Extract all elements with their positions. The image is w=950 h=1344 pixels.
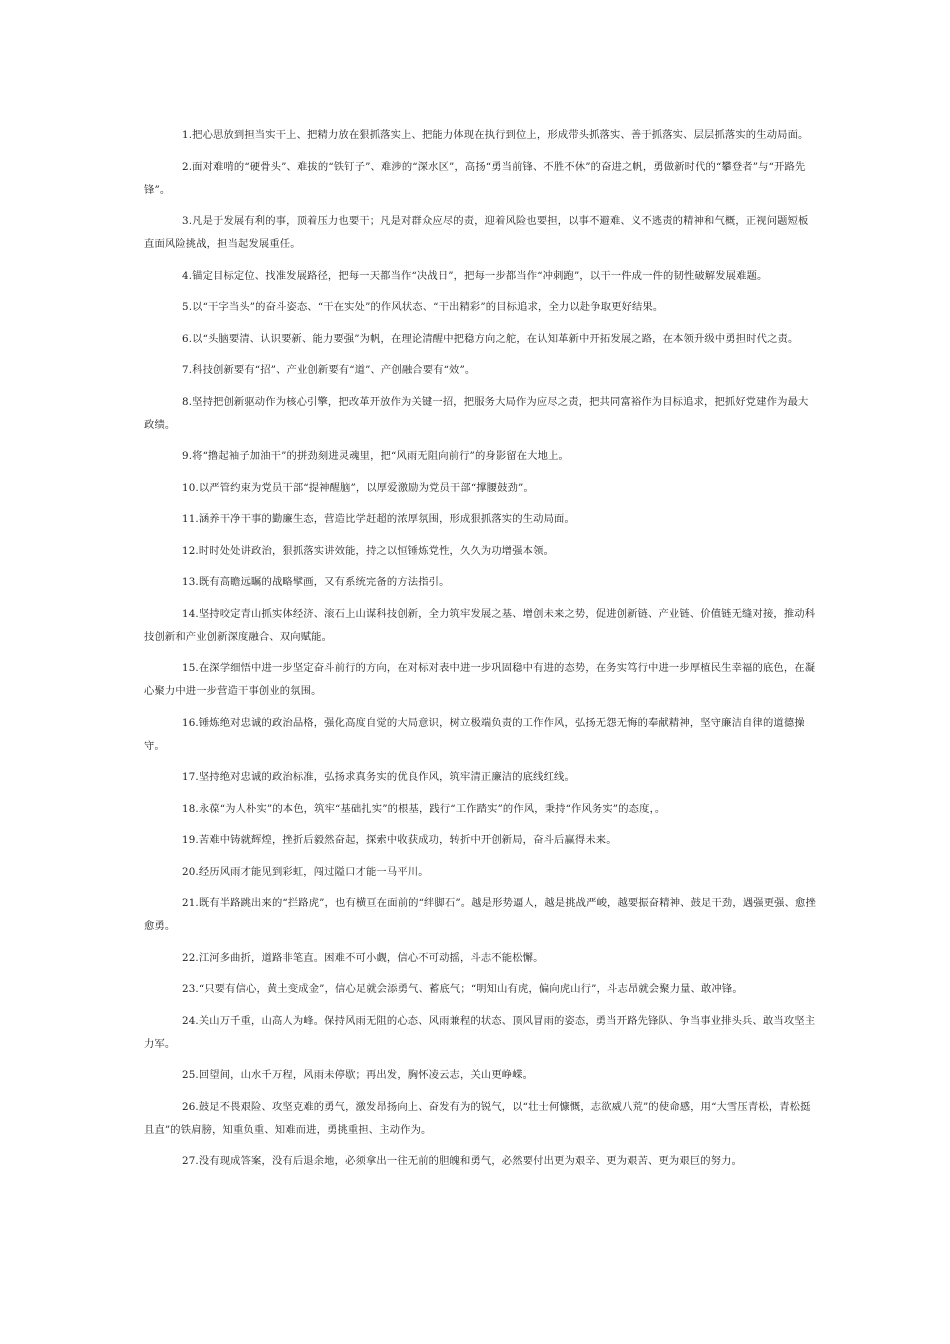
paragraph-9: 9.将“撸起袖子加油干”的拼劲刻进灵魂里，把“风雨无阻向前行”的身影留在大地上。 xyxy=(182,450,569,462)
paragraph-20: 20.经历风雨才能见到彩虹，闯过隘口才能一马平川。 xyxy=(182,865,429,878)
paragraph-22: 22.江河多曲折，道路非笔直。困难不可小觑，信心不可动摇，斗志不能松懈。 xyxy=(182,951,544,964)
document-body xyxy=(144,124,816,1182)
paragraph-26: 26.鼓足不畏艰险、攻坚克难的勇气，激发昂扬向上、奋发有为的锐气，以“壮士何慷慨，志欲威八荒”的使命感，用“大雪压青松，青松挺且直”的铁肩膀，知重负重、知难而进，勇挑重担、主动作为。 xyxy=(144,1100,811,1136)
paragraph-24: 24.关山万千重，山高人为峰。保持风雨无阻的心态、风雨兼程的状态、顶风冒雨的姿态，勇当开路先锋队、争当事业排头兵、敢当攻坚主力军。 xyxy=(144,1014,816,1050)
paragraph-19: 19.苦难中铸就辉煌，挫折后毅然奋起，探索中收获成功，转折中开创新局，奋斗后赢得未来。 xyxy=(182,834,617,846)
paragraph-25: 25.回望间，山水千万程，风雨未停歇；再出发，胸怀凌云志，关山更峥嵘。 xyxy=(182,1069,534,1081)
paragraph-16: 16.锤炼绝对忠诚的政治品格，强化高度自觉的大局意识，树立极端负责的工作作风，弘扬无怨无悔的奉献精神，坚守廉洁自律的道德操守。 xyxy=(144,716,805,752)
paragraph-18: 18.永葆“为人朴实”的本色，筑牢“基础扎实”的根基，践行“工作踏实”的作风，秉持“作风务实”的态度，。 xyxy=(182,802,666,815)
paragraph-8: 8.坚持把创新驱动作为核心引擎，把改革开放作为关键一招，把服务大局作为应尽之责，把共同富裕作为目标追求，把抓好党建作为最大政绩。 xyxy=(144,395,809,431)
paragraph-1: 1.把心思放到担当实干上、把精力放在狠抓落实上、把能力体现在执行到位上，形成带头抓落实、善于抓落实、层层抓落实的生动局面。 xyxy=(182,129,809,141)
paragraph-2: 2.面对难啃的“硬骨头”、难拔的“铁钉子”、难涉的“深水区”，高扬“勇当前锋、不胜不休”的奋进之帆，勇做新时代的“攀登者”与“开路先锋”。 xyxy=(144,160,806,196)
paragraph-4: 4.锚定目标定位、找准发展路径，把每一天都当作“决战日”，把每一步都当作“冲刺跑”，以干一件成一件的韧性破解发展难题。 xyxy=(182,269,768,282)
paragraph-13: 13.既有高瞻远瞩的战略擘画，又有系统完备的方法指引。 xyxy=(182,576,450,588)
paragraph-6: 6.以“头脑要清、认识要新、能力要强”为帆，在理论清醒中把稳方向之舵，在认知革新中开拓发展之路，在本领升级中勇担时代之责。 xyxy=(182,332,799,345)
paragraph-10: 10.以严管约束为党员干部“提神醒脑”，以厚爱激励为党员干部“撑腰鼓劲”。 xyxy=(182,481,534,494)
paragraph-15: 15.在深学细悟中进一步坚定奋斗前行的方向，在对标对表中进一步巩固稳中有进的态势，在务实笃行中进一步厚植民生幸福的底色，在凝心聚力中进一步营造干事创业的氛围。 xyxy=(144,662,816,697)
paragraph-23: 23.“只要有信心，黄土变成金”，信心足就会添勇气、蓄底气；“明知山有虎，偏向虎山行”，斗志昂就会聚力量、敢冲锋。 xyxy=(182,983,743,995)
paragraph-21: 21.既有半路跳出来的“拦路虎”，也有横亘在面前的“绊脚石”。越是形势逼人，越是挑战严峻，越要振奋精神、鼓足干劲，遇强更强、愈挫愈勇。 xyxy=(144,897,816,932)
paragraph-3: 3.凡是于发展有利的事，顶着压力也要干；凡是对群众应尽的责，迎着风险也要担，以事不避难、义不逃责的精神和气概，正视问题短板直面风险挑战，担当起发展重任。 xyxy=(144,215,809,250)
paragraph-17: 17.坚持绝对忠诚的政治标准，弘扬求真务实的优良作风，筑牢清正廉洁的底线红线。 xyxy=(182,771,575,783)
paragraph-7: 7.科技创新要有“招”、产业创新要有“道”、产创融合要有“效”。 xyxy=(182,364,476,376)
paragraph-12: 12.时时处处讲政治，狠抓落实讲效能，持之以恒锤炼党性，久久为功增强本领。 xyxy=(182,544,555,557)
paragraph-14: 14.坚持咬定青山抓实体经济、滚石上山谋科技创新，全力筑牢发展之基、增创未来之势，促进创新链、产业链、价值链无缝对接，推动科技创新和产业创新深度融合、双向赋能。 xyxy=(144,607,816,643)
paragraph-27: 27.没有现成答案，没有后退余地，必须拿出一往无前的胆魄和勇气，必然要付出更为艰辛、更为艰苦、更为艰巨的努力。 xyxy=(182,1155,743,1167)
paragraph-5: 5.以“干字当头”的奋斗姿态、“干在实处”的作风状态、“干出精彩”的目标追求，全力以赴争取更好结果。 xyxy=(182,301,664,313)
paragraph-11: 11.涵养干净干事的勤廉生态，营造比学赶超的浓厚氛围，形成狠抓落实的生动局面。 xyxy=(182,513,575,525)
